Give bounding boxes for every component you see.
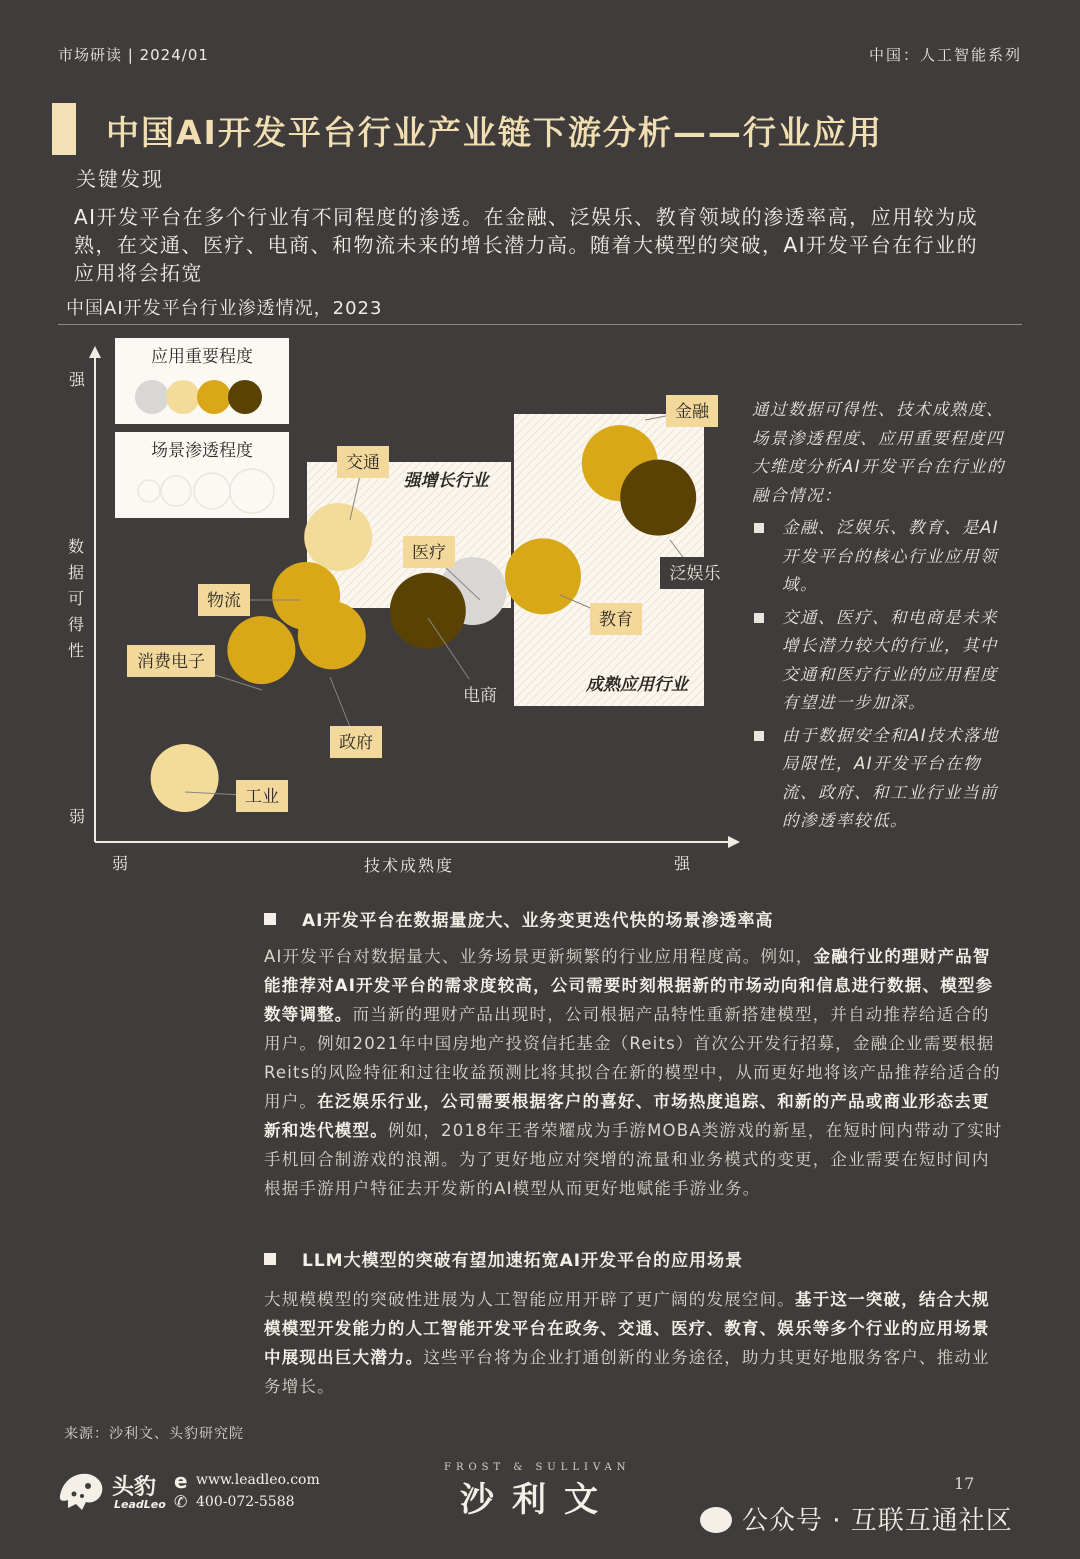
brand-cn: 头豹 bbox=[112, 1475, 157, 1500]
legend-importance-swatch bbox=[135, 380, 169, 414]
header-right: 中国：人工智能系列 bbox=[868, 46, 1022, 64]
y-axis-title-char: 性 bbox=[67, 641, 85, 660]
bubble-政府 bbox=[298, 601, 366, 669]
frost-sullivan-cn: 沙利文 bbox=[460, 1480, 616, 1520]
square-bullet-icon bbox=[264, 1253, 276, 1265]
bubble-教育 bbox=[505, 538, 581, 614]
frost-sullivan-en: FROST & SULLIVAN bbox=[444, 1462, 631, 1473]
y-axis-arrow bbox=[89, 346, 101, 358]
x-tick-label: 强 bbox=[673, 854, 691, 873]
point-label: 物流 bbox=[207, 591, 241, 611]
phone: 400-072-5588 bbox=[196, 1494, 295, 1510]
point-label: 消费电子 bbox=[137, 652, 205, 672]
web-icon: e bbox=[174, 1469, 188, 1493]
key-findings-label: 关键发现 bbox=[76, 167, 164, 191]
y-axis-title-char: 据 bbox=[67, 563, 85, 582]
legend-penetration-title: 场景渗透程度 bbox=[151, 441, 253, 461]
brand-en: LeadLeo bbox=[114, 1498, 166, 1511]
bubble-消费电子 bbox=[227, 616, 295, 684]
x-axis-arrow bbox=[728, 836, 740, 848]
point-label: 教育 bbox=[599, 610, 633, 630]
bubble-电商 bbox=[390, 573, 466, 649]
square-bullet-icon bbox=[264, 913, 276, 925]
region-label: 强增长行业 bbox=[403, 471, 489, 491]
legend-importance-swatch bbox=[228, 380, 262, 414]
region-label: 成熟应用行业 bbox=[586, 675, 688, 695]
wechat-icon bbox=[700, 1507, 732, 1533]
header-left: 市场研读 | 2024/01 bbox=[58, 46, 209, 64]
point-label: 金融 bbox=[675, 402, 709, 422]
y-axis-title-char: 可 bbox=[67, 589, 85, 608]
key-finding-text: AI开发平台在多个行业有不同程度的渗透。在金融、泛娱乐、教育领域的渗透率高，应用较为成熟，在交通、医疗、电商、和物流未来的增长潜力高。随着大模型的突破，AI开发平台在行业的应用将会拓宽 bbox=[74, 205, 979, 285]
legend-importance-swatch bbox=[166, 380, 200, 414]
side-note-intro: 通过数据可得性、技术成熟度、场景渗透程度、应用重要程度四大维度分析AI开发平台在行业的融合情况： bbox=[752, 400, 1006, 505]
point-label: 政府 bbox=[339, 733, 373, 753]
page-title: 中国AI开发平台行业产业链下游分析——行业应用 bbox=[106, 113, 883, 152]
leopard-icon bbox=[56, 1466, 106, 1514]
source-note: 来源：沙利文、头豹研究院 bbox=[64, 1426, 244, 1442]
point-label: 工业 bbox=[245, 787, 279, 807]
section1-heading: AI开发平台在数据量庞大、业务变更迭代快的场景渗透率高 bbox=[264, 906, 773, 931]
divider bbox=[58, 324, 1022, 325]
section2-heading: LLM大模型的突破有望加速拓宽AI开发平台的应用场景 bbox=[264, 1246, 743, 1271]
legend-importance-title: 应用重要程度 bbox=[151, 347, 253, 367]
bubble-泛娱乐 bbox=[620, 460, 696, 536]
bubble-交通 bbox=[304, 503, 372, 571]
wechat-watermark: 公众号 · 互联互通社区 bbox=[700, 1500, 1013, 1537]
x-axis-title: 技术成熟度 bbox=[363, 856, 455, 875]
bubble-工业 bbox=[151, 744, 219, 812]
website: www.leadleo.com bbox=[196, 1472, 320, 1488]
y-tick-label: 强 bbox=[68, 370, 86, 389]
side-note-list bbox=[752, 514, 1014, 836]
side-note-bullet: 交通、医疗、和电商是未来增长潜力较大的行业，其中交通和医疗行业的应用程度有望进一步加深。 bbox=[752, 604, 1014, 718]
phone-icon: ✆ bbox=[174, 1492, 188, 1511]
side-note-bullet: 金融、泛娱乐、教育、是AI开发平台的核心行业应用领域。 bbox=[752, 514, 1014, 600]
page-number: 17 bbox=[954, 1474, 975, 1493]
section2-paragraph: 大规模模型的突破性进展为人工智能应用开辟了更广阔的发展空间。基于这一突破，结合大规模模型开发能力的人工智能开发平台在政务、交通、医疗、教育、娱乐等多个行业的应用场景中展现出巨大潜力。这些平台将为企业打通创新的业务途径，助力其更好地服务客户、推动业务增长。 bbox=[264, 1290, 990, 1396]
title-accent-bar bbox=[52, 103, 76, 155]
y-axis-title-char: 数 bbox=[67, 537, 85, 556]
x-tick-label: 弱 bbox=[111, 854, 129, 873]
y-tick-label: 弱 bbox=[68, 807, 86, 826]
side-note bbox=[752, 396, 1014, 840]
section1-paragraph: AI开发平台对数据量大、业务场景更新频繁的行业应用程度高。例如，金融行业的理财产品智能推荐对AI开发平台的需求度较高，公司需要时刻根据新的市场动向和信息进行数据、模型参数等调整。而当新的理财产品出现时，公司根据产品特性重新搭建模型，并自动推荐给适合的用户。例如2021年中国房地产投资信托基金（Reits）首次公开发行招募，金融企业需要根据Reits的风险特征和过往收益预测比将其拟合在新的模型中，从而更好地将该产品推荐给适合的用户。在泛娱乐行业，公司需要根据客户的喜好、市场热度追踪、和新的产品或商业形态去更新和迭代模型。例如，2018年王者荣耀成为手游MOBA类游戏的新星，在短时间内带动了实时手机回合制游戏的浪潮。为了更好地应对突增的流量和业务模式的变更，企业需要在短时间内根据手游用户特征去开发新的AI模型从而更好地赋能手游业务。 bbox=[264, 947, 1003, 1198]
page-header bbox=[58, 44, 1022, 68]
side-note-bullet: 由于数据安全和AI技术落地局限性，AI开发平台在物流、政府、和工业行业当前的渗透率较低。 bbox=[752, 722, 1014, 836]
point-label: 电商 bbox=[463, 686, 497, 706]
point-label: 泛娱乐 bbox=[669, 564, 721, 584]
legend-importance-swatch bbox=[197, 380, 231, 414]
leadleo-logo bbox=[56, 1466, 320, 1516]
point-label: 医疗 bbox=[412, 543, 446, 563]
y-axis-title-char: 得 bbox=[67, 615, 85, 634]
point-label: 交通 bbox=[346, 453, 380, 473]
chart-caption: 中国AI开发平台行业渗透情况，2023 bbox=[66, 298, 383, 319]
